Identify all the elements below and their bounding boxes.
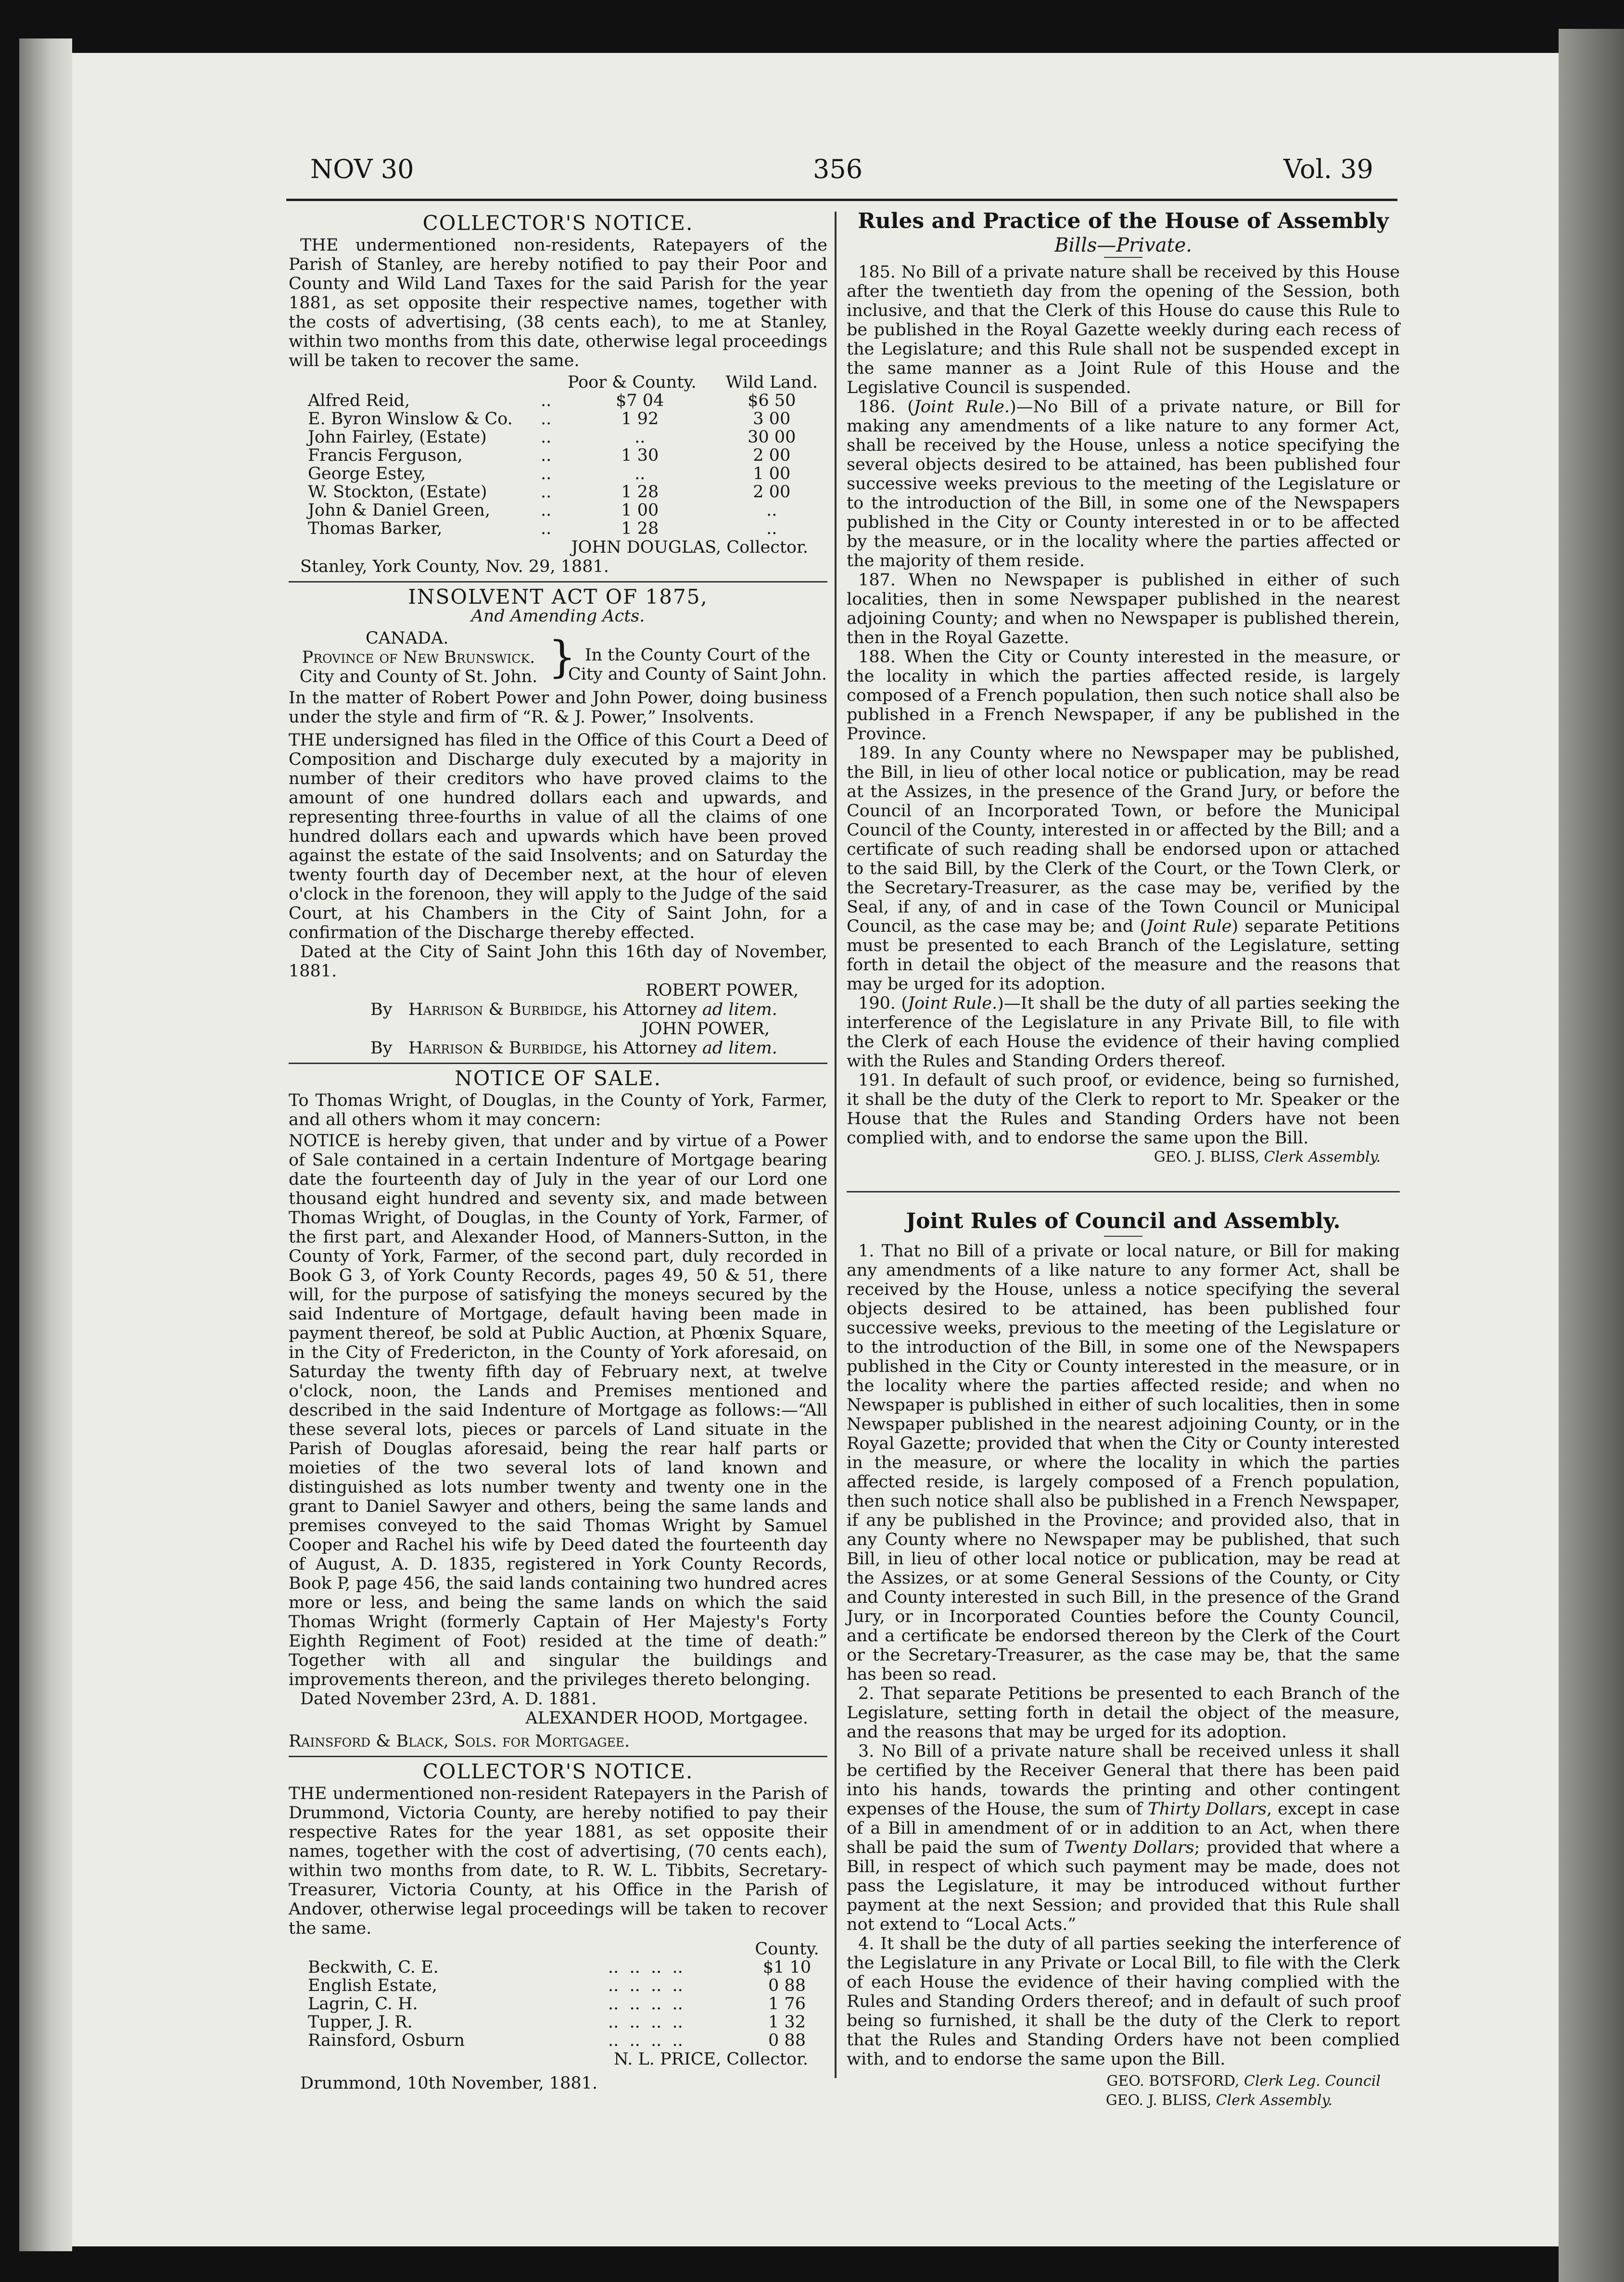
rules-title: Rules and Practice of the House of Assembly <box>858 209 1389 233</box>
notice-dated: Dated at the City of Saint John this 16th day of November, 1881. <box>289 942 827 981</box>
table-row: George Estey, .. .. 1 00 <box>308 464 791 483</box>
left-column <box>289 212 827 2093</box>
rule-186: 186. (Joint Rule.)—No Bill of a private nature, or Bill for making any amendments of a like nature to any former Act, shall be received by the House, unless a notice specifying the several objects desired to be attained, has been published four successive weeks previous to the meeting of the Legislature or to the introduction of the Bill, in some one of the Newspapers published in the City or County interested in or to be affected by the measure, or in the locality where the parties affected or the majority of them reside. <box>847 397 1400 570</box>
notice-body: THE undermentioned non-resident Ratepayers in the Parish of Drummond, Victoria County, are hereby notified to pay their respective Rates for the year 1881, as set opposite their names, together with the cost of advertising, (70 cents each), within two months from date, to R. W. L. Tibbits, Secretary-Treasurer, Victoria County, at his Office in the Parish of Andover, otherwise legal proceedings will be taken to recover the same. <box>289 1784 827 1938</box>
rule-185: 185. No Bill of a private nature shall be received by this House after the twentieth day from the opening of the Session, both inclusive, and that the Clerk of this House do cause this Rule to be published in the Royal Gazette weekly during each recess of the Legislature; and this Rule shall not be suspended except in the same manner as a Joint Rule of this House and the Legislative Council is suspended. <box>847 263 1400 397</box>
notice-body: NOTICE is hereby given, that under and by virtue of a Power of Sale contained in a certain Indenture of Mortgage bearing date the fourteenth day of July in the year of our Lord one thousand eight hundred and seventy six, and made between Thomas Wright, of Douglas, in the County of York, Farmer, of the first part, and Alexander Hood, of Manners-Sutton, in the County of York, Farmer, of the second part, duly recorded in Book G 3, of York County Records, pages 49, 50 & 51, there will, for the purpose of satisfying the moneys secured by the said Indenture of Mortgage, default having been made in payment thereof, be sold at Public Auction, at Phœnix Square, in the City of Fredericton, in the County of York aforesaid, on Saturday the twenty fifth day of February next, at twelve o'clock, noon, the Lands and Premises mentioned and described in the said Indenture of Mortgage as follows:—“All these several lots, pieces or parcels of Land situate in the Parish of Douglas aforesaid, being the rear half parts or moieties of the two several lots of land known and distinguished as lots number twenty and twenty one in the grant to Daniel Sawyer and others, being the same lands and premises conveyed to the said Thomas Wright by Samuel Cooper and Rachel his wife by Deed dated the fourteenth day of August, A. D. 1835, registered in York County Records, Book P, page 456, the said lands containing two hundred acres more or less, and being the same lands on which the said Thomas Wright (formerly Captain of Her Majesty's Forty Eighth Regiment of Foot) resided at the time of death:” Together with all and singular the buildings and improvements thereon, and the privileges thereto belonging. <box>289 1131 827 1689</box>
table-row: Rainsford, Osburn .. .. .. .. 0 88 <box>308 2031 806 2050</box>
section-divider <box>289 1063 827 1064</box>
table-row: Thomas Barker, .. 1 28 .. <box>308 519 777 538</box>
joint-rule-4: 4. It shall be the duty of all parties seeking the interference of the Legislature in any Private or Local Bill, to file with the Clerk of each House the evidence of their having complied with the Rules and Standing Orders thereof; and in default of such proof being so furnished, it shall be the duty of the Clerk to report that the Rules and Standing Orders have not been complied with, and to endorse the same upon the Bill. <box>847 1934 1400 2069</box>
solicitors-line: Rainsford & Black, Sols. for Mortgagee. <box>289 1732 630 1751</box>
stanley-collectors-notice <box>289 211 827 576</box>
right-column <box>847 209 1400 2110</box>
tax-table <box>289 373 827 538</box>
attorney-line-2: By Harrison & Burbidge, his Attorney ad litem. <box>370 1039 777 1058</box>
attorney-line-1: By Harrison & Burbidge, his Attorney ad litem. <box>370 1000 777 1019</box>
section-divider <box>289 1756 827 1757</box>
notice-dateline: Stanley, York County, Nov. 29, 1881. <box>300 557 609 576</box>
subtitle-rule <box>1104 257 1142 258</box>
clerk-council-signature: GEO. BOTSFORD, Clerk Leg. Council <box>1106 2073 1381 2090</box>
col-header-poor-county: Poor & County. <box>568 373 697 392</box>
caption-province: Province of New Brunswick. <box>302 648 535 667</box>
insolvent-act-notice <box>289 587 827 1058</box>
notice-title: COLLECTOR'S NOTICE. <box>422 211 694 235</box>
notice-dated: Dated November 23rd, A. D. 1881. <box>300 1689 597 1709</box>
collector-signature: N. L. PRICE, Collector. <box>613 2050 808 2069</box>
clerk-assembly-signature: GEO. J. BLISS, Clerk Assembly. <box>1154 1149 1381 1166</box>
table-row: Lagrin, C. H. .. .. .. .. 1 76 <box>308 1994 806 2014</box>
table-row: English Estate, .. .. .. .. 0 88 <box>308 1976 806 1995</box>
matter-line: In the matter of Robert Power and John Power, doing business under the style and firm of “R. & J. Power,” Insolvents. <box>289 688 827 727</box>
joint-rule-2: 2. That separate Petitions be presented to each Branch of the Legislature, setting forth in detail the object of the measure, and the reasons that may be urged for its adoption. <box>847 1684 1400 1742</box>
caption-city-county: City and County of St. John. <box>299 667 538 686</box>
insolvent-name-2: JOHN POWER, <box>641 1019 770 1039</box>
notice-title: COLLECTOR'S NOTICE. <box>422 1760 694 1783</box>
header-date: NOV 30 <box>310 154 414 184</box>
title-rule <box>1104 1236 1142 1237</box>
court-caption <box>289 629 827 686</box>
section-divider <box>847 1191 1400 1192</box>
page-edge-right <box>1559 29 1624 2282</box>
section-divider <box>289 581 827 583</box>
insolvent-name-1: ROBERT POWER, <box>646 981 799 1000</box>
header-rule <box>286 199 1397 201</box>
rules-subtitle: Bills—Private. <box>1054 234 1193 256</box>
table-row: Tupper, J. R. .. .. .. .. 1 32 <box>308 2013 806 2032</box>
mortgagee-signature: ALEXANDER HOOD, Mortgagee. <box>525 1709 808 1728</box>
table-row: Francis Ferguson, .. 1 30 2 00 <box>308 446 791 465</box>
table-row: John & Daniel Green, .. 1 00 .. <box>308 501 777 520</box>
joint-rules <box>847 1209 1400 2110</box>
notice-addressee: To Thomas Wright, of Douglas, in the County of York, Farmer, and all others whom it may concern: <box>289 1091 827 1129</box>
brace: } <box>548 632 576 683</box>
caption-court-city: City and County of Saint John. <box>568 665 827 684</box>
table-row: E. Byron Winslow & Co. .. 1 92 3 00 <box>308 409 791 429</box>
notice-dateline: Drummond, 10th November, 1881. <box>300 2074 598 2093</box>
collector-signature: JOHN DOUGLAS, Collector. <box>571 538 808 557</box>
header-page-number: 356 <box>813 154 863 184</box>
caption-court: In the County Court of the <box>584 646 811 665</box>
joint-rule-1: 1. That no Bill of a private or local nature, or Bill for making any amendments of a like nature to any former Act, shall be received by the House, unless a notice specifying the several objects desired to be attained, has been published four successive weeks, previous to the meeting of the Legislature or to the introduction of the Bill, in some one of the Newspapers published in the City or County interested in the measure, or in the locality where the parties affected reside; and when no Newspaper is published in either of such localities, then in some Newspaper published in the nearest adjoining County, or in the Royal Gazette; provided that when the City or County interested in the measure, or where the locality in which the parties affected reside, is largely composed of a French population, then such notice shall also be published in a French Newspaper, if any be published in the Province; and provided also, that in any County where no Newspaper may be published, that such Bill, in lieu of other local notice or publication, may be read at the Assizes, or at some General Sessions of the County, or City and County interested in such Bill, in the presence of the Grand Jury, or in Incorporated Counties before the County Council, and a certificate be endorsed thereon by the Clerk of the Court or the Secretary-Treasurer, as the case may be, that the same has been so read. <box>847 1242 1400 1684</box>
notice-body: THE undermentioned non-residents, Ratepayers of the Parish of Stanley, are hereby notified to pay their Poor and County and Wild Land Taxes for the said Parish for the year 1881, as set opposite their respective names, together with the costs of advertising, (38 cents each), to me at Stanley, within two months from this date, otherwise legal proceedings will be taken to recover the same. <box>289 236 827 370</box>
rule-189: 189. In any County where no Newspaper may be published, the Bill, in lieu of other local notice or publication, may be read at the Assizes, in the presence of the Grand Jury, or before the Council of an Incorporated Town, or before the Municipal Council of the County, interested in or affected by the Bill; and a certificate of such reading shall be endorsed upon or attached to the said Bill, by the Clerk of the Court, or the Town Clerk, or the Secretary-Treasurer, as the case may be, verified by the Seal, if any, of and in case of the Town Council or Municipal Council, as the case may be; and (Joint Rule) separate Petitions must be presented to each Branch of the Legislature, setting forth in detail the object of the measure and the reasons that may be urged for its adoption. <box>847 744 1400 994</box>
joint-rules-title: Joint Rules of Council and Assembly. <box>906 1209 1341 1233</box>
table-row: John Fairley, (Estate) .. .. 30 00 <box>308 428 796 447</box>
rule-190: 190. (Joint Rule.)—It shall be the duty of all parties seeking the interference of the Legislature in any Private Bill, to file with the Clerk of each House the evidence of their having complied with the Rules and Standing Orders thereof. <box>847 994 1400 1071</box>
notice-body: THE undersigned has filed in the Office of this Court a Deed of Composition and Discharge duly executed by a majority in number of their creditors who have proved claims to the amount of one hundred dollars each and upwards, and representing three-fourths in value of all the claims of one hundred dollars each and upwards which have been proved against the estate of the said Insolvents; and on Saturday the twenty fourth day of December next, at the hour of eleven o'clock in the forenoon, they will apply to the Judge of the said Court, at his Chambers in the City of Saint John, for a confirmation of the Discharge thereby effected. <box>289 731 827 942</box>
notice-title: NOTICE OF SALE. <box>455 1066 661 1090</box>
col-header-county: County. <box>755 1940 819 1959</box>
clerk-assembly-signature: GEO. J. BLISS, Clerk Assembly. <box>1105 2092 1332 2109</box>
notice-title: INSOLVENT ACT OF 1875, <box>408 585 708 609</box>
page-edge-left <box>19 38 72 2251</box>
rates-table <box>289 1940 827 2050</box>
rule-191: 191. In default of such proof, or evidence, being so furnished, it shall be the duty of the Clerk to report to Mr. Speaker or the House that the Rules and Standing Orders have not been complied with, and to endorse the same upon the Bill. <box>847 1071 1400 1148</box>
table-row: Beckwith, C. E. .. .. .. .. $1 10 <box>308 1958 812 1977</box>
rule-188: 188. When the City or County interested in the measure, or the locality in which the parties affected reside, is largely composed of a French population, then such notice shall also be published in a French Newspaper, if any be published in the Province. <box>847 647 1400 744</box>
header-volume: Vol. 39 <box>1283 154 1373 184</box>
notice-of-sale <box>289 1066 827 1751</box>
rule-187: 187. When no Newspaper is published in either of such localities, then in some Newspaper published in the nearest adjoining County; and when no Newspaper is published therein, then in the Royal Gazette. <box>847 570 1400 647</box>
rules-house-of-assembly <box>847 209 1400 1167</box>
drummond-collectors-notice <box>289 1762 827 2093</box>
table-row: Alfred Reid, .. $7 04 $6 50 <box>308 391 796 410</box>
column-divider <box>835 212 837 2078</box>
table-row: W. Stockton, (Estate) .. 1 28 2 00 <box>308 482 791 502</box>
joint-rule-3: 3. No Bill of a private nature shall be received unless it shall be certified by the Receiver General that there has been paid into his hands, towards the printing and other contingent expenses of the House, the sum of Thirty Dollars, except in case of a Bill in amendment of or in addition to an Act, when there shall be paid the sum of Twenty Dollars; provided that where a Bill, in respect of which such payment may be made, does not pass the Legislature, it may be introduced without further payment at the next Session; and provided that this Rule shall not extend to “Local Acts.” <box>847 1742 1400 1934</box>
col-header-wild-land: Wild Land. <box>725 373 818 392</box>
caption-canada: CANADA. <box>366 629 449 648</box>
notice-subtitle: And Amending Acts. <box>471 607 645 626</box>
